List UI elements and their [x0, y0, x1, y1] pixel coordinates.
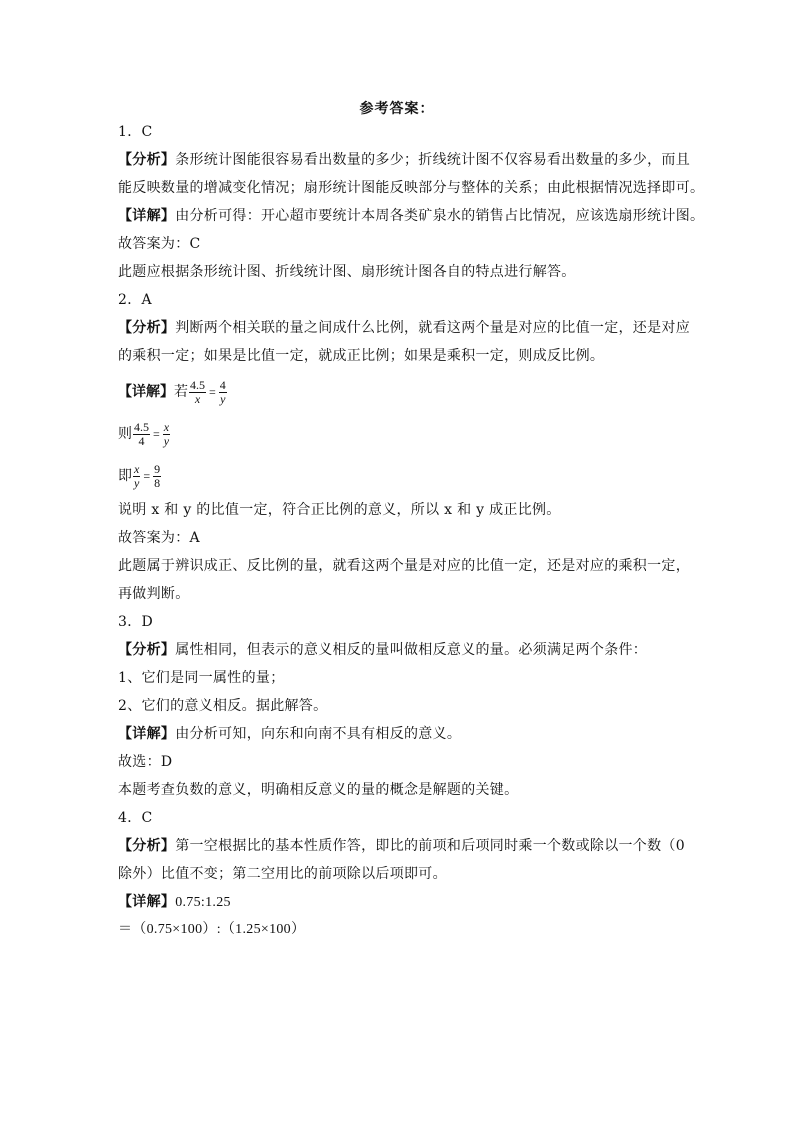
- q3-detail: [118, 724, 684, 744]
- fraction: $\frac{4.5}{x}$: [190, 377, 205, 406]
- q4-analysis-text-2: 除外）比值不变；第二空用比的前项除以后项即可。: [118, 866, 447, 882]
- analysis-tag: 【分析】: [118, 152, 176, 168]
- q2-analysis-text-1: 判断两个相关联的量之间成什么比例，就看这两个量是对应的比值一定，还是对应: [175, 320, 691, 336]
- q4-analysis-text-1: 第一空根据比的基本性质作答，即比的前项和后项同时乘一个数或除以一个数（0: [175, 838, 685, 854]
- q4-detail: [118, 892, 684, 912]
- q1-analysis-text-2: 能反映数量的增减变化情况；扇形统计图能反映部分与整体的关系；由此根据情况选择即可。: [118, 180, 705, 196]
- q3-note: 本题考查负数的意义，明确相反意义的量的概念是解题的关键。: [118, 782, 519, 798]
- q3-cond-1: 1、它们是同一属性的量；: [118, 670, 285, 686]
- detail-tag: 【详解】: [118, 894, 176, 910]
- equals-sign: =: [153, 427, 160, 441]
- q3-cond-2: 2、它们的意义相反。据此解答。: [118, 698, 328, 714]
- q1-answer: 故答案为：C: [118, 236, 201, 252]
- analysis-tag: 【分析】: [118, 838, 176, 854]
- q3-analysis: [118, 640, 684, 660]
- analysis-tag: 【分析】: [118, 320, 176, 336]
- q2-formula-1: [118, 374, 684, 410]
- fraction: $\frac{9}{8}$: [154, 461, 161, 490]
- q1-analysis-text-1: 条形统计图能很容易看出数量的多少；折线统计图不仅容易看出数量的多少，而且: [175, 152, 691, 168]
- analysis-tag: 【分析】: [118, 642, 176, 658]
- q2-explain: 说明 x 和 y 的比值一定，符合正比例的意义，所以 x 和 y 成正比例。: [118, 502, 561, 518]
- formula-prefix: 即: [118, 468, 132, 484]
- q1-analysis: [118, 150, 691, 170]
- q4-analysis: [118, 836, 684, 856]
- detail-tag: 【详解】: [118, 726, 176, 742]
- fraction: $\frac{x}{y}$: [163, 419, 170, 448]
- equals-sign: =: [143, 469, 151, 483]
- q2-note-1: 此题属于辨识成正、反比例的量，就看这两个量是对应的比值一定，还是对应的乘积一定，: [118, 558, 690, 574]
- q3-head: 3．D: [118, 614, 154, 630]
- answer-content: [118, 122, 705, 948]
- fraction: $\frac{4.5}{4}$: [134, 419, 149, 448]
- equals-sign: =: [209, 385, 216, 399]
- detail-tag: 【详解】: [118, 208, 176, 224]
- q1-note: 此题应根据条形统计图、折线统计图、扇形统计图各自的特点进行解答。: [118, 264, 576, 280]
- q2-analysis-text-2: 的乘积一定；如果是比值一定，就成正比例；如果是乘积一定，则成反比例。: [118, 348, 605, 364]
- q2-head: 2．A: [118, 292, 152, 308]
- page-title: 参考答案：: [359, 101, 435, 117]
- q2-answer: 故答案为：A: [118, 530, 200, 546]
- q4-step: ＝（0.75×100）:（1.25×100）: [118, 922, 306, 937]
- q3-detail-text: 由分析可知，向东和向南不具有相反的意义。: [175, 726, 462, 742]
- formula-prefix: 若: [174, 384, 188, 400]
- fraction: $\frac{x}{y}$: [134, 461, 140, 490]
- q2-analysis: [118, 318, 691, 338]
- fraction: $\frac{4}{y}$: [219, 377, 226, 406]
- detail-tag: 【详解】: [118, 384, 174, 400]
- q2-formula-3: [118, 458, 684, 494]
- formula-prefix: 则: [118, 426, 132, 442]
- q1-head: 1．C: [118, 124, 153, 140]
- q3-answer: 故选：D: [118, 754, 173, 770]
- q4-detail-text: 0.75:1.25: [175, 895, 231, 910]
- q2-formula-2: [118, 416, 684, 452]
- q1-detail: [118, 206, 705, 226]
- q2-note-2: 再做判断。: [118, 586, 190, 602]
- q3-analysis-text-1: 属性相同，但表示的意义相反的量叫做相反意义的量。必须满足两个条件：: [175, 642, 648, 658]
- q1-detail-text: 由分析可得：开心超市要统计本周各类矿泉水的销售占比情况，应该选扇形统计图。: [175, 208, 705, 224]
- q4-head: 4．C: [118, 810, 153, 826]
